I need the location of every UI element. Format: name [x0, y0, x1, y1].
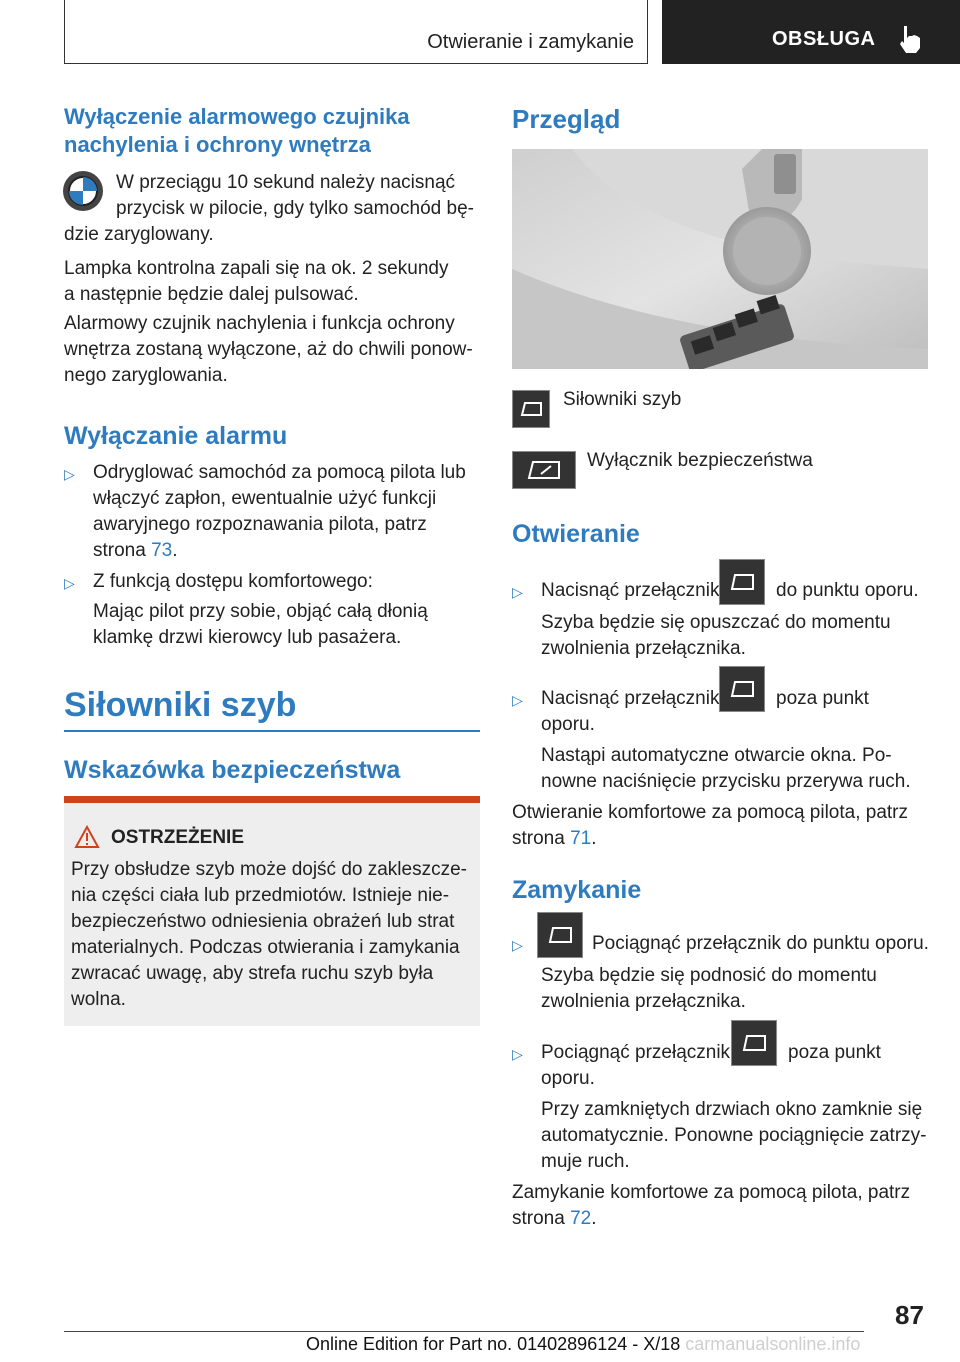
- c2-line1b: poza punkt: [788, 1042, 881, 1063]
- p1-line2: przycisk w pilocie, gdy tylko samochód bę-: [116, 198, 474, 219]
- legend-window-switch: Siłowniki szyb: [563, 389, 682, 410]
- c2-line5: muje ruch.: [541, 1151, 630, 1172]
- p1-line1: W przeciągu 10 sekund należy nacisnąć: [116, 172, 456, 193]
- bullet-triangle-icon: ▷: [64, 575, 75, 591]
- p1-line3: dzie zaryglowany.: [64, 224, 214, 245]
- b2-line2: Mając pilot przy sobie, objąć całą dłonią: [93, 601, 428, 622]
- heading-alarm-sensor: [64, 103, 484, 159]
- p3-line3: nego zaryglowania.: [64, 365, 228, 386]
- c3-strona: strona: [512, 1208, 565, 1229]
- page-link-71[interactable]: 71: [570, 828, 592, 849]
- b1-line1: Odryglować samochód za pomocą pilota lub: [93, 462, 466, 483]
- o3-line2: strona 71.: [512, 828, 597, 849]
- warning-title: OSTRZEŻENIE: [111, 827, 245, 848]
- o1-line2: Szyba będzie się opuszczać do momentu: [541, 612, 891, 633]
- heading-underline: [64, 730, 480, 732]
- o3-strona: strona: [512, 828, 565, 849]
- bullet-triangle-icon: ▷: [512, 1046, 523, 1062]
- c2-line2: oporu.: [541, 1068, 595, 1089]
- c3-line2: strona 72.: [512, 1208, 597, 1229]
- heading-alarm-sensor-text: Wyłączenie alarmowego czujnika nachylenia i ochrony wnętrza: [64, 104, 410, 157]
- b1-strona: strona: [93, 540, 146, 561]
- warning-line4: materialnych. Podczas otwierania i zamykania: [71, 937, 460, 958]
- c1-line1: Pociągnąć przełącznik do punktu oporu.: [592, 933, 929, 954]
- window-switch-icon: [719, 666, 765, 712]
- o3-line1: Otwieranie komfortowe za pomocą pilota, patrz: [512, 802, 909, 823]
- heading-safety: Wskazówka bezpieczeństwa: [64, 756, 401, 784]
- bmw-key-icon: [62, 170, 104, 212]
- p2-line2: a następnie będzie dalej pulsować.: [64, 284, 359, 305]
- bullet-triangle-icon: ▷: [64, 466, 75, 482]
- warning-line6: wolna.: [71, 989, 126, 1010]
- o2-line2: oporu.: [541, 714, 595, 735]
- c2-line4: automatycznie. Ponowne pociągnięcie zatrzy-: [541, 1125, 927, 1146]
- warning-triangle-icon: [74, 825, 100, 849]
- o1-line1b: do punktu oporu.: [776, 580, 919, 601]
- b1-line3: awaryjnego rozpoznawania pilota, patrz: [93, 514, 427, 535]
- bullet-triangle-icon: ▷: [512, 584, 523, 600]
- o2-line4: nowne naciśnięcie przycisku przerywa ruch.: [541, 771, 911, 792]
- chapter-tab[interactable]: [662, 0, 960, 64]
- safety-switch-icon: [512, 451, 576, 489]
- window-switch-icon: [512, 390, 550, 428]
- c2-line1a: Pociągnąć przełącznik: [541, 1042, 731, 1063]
- window-switch-icon: [719, 559, 765, 605]
- heading-closing: Zamykanie: [512, 876, 642, 904]
- warning-line1: Przy obsłudze szyb może dojść do zakleszcze-: [71, 859, 467, 880]
- p2-line1: Lampka kontrolna zapali się na ok. 2 sekundy: [64, 258, 449, 279]
- legend-safety-switch: Wyłącznik bezpieczeństwa: [587, 450, 813, 471]
- p3-line1: Alarmowy czujnik nachylenia i funkcja ochrony: [64, 313, 455, 334]
- window-switch-icon: [731, 1020, 777, 1066]
- footer-watermark: carmanualsonline.info: [685, 1334, 861, 1354]
- o2-line1a: Nacisnąć przełącznik: [541, 688, 720, 709]
- o1-line3: zwolnienia przełącznika.: [541, 638, 746, 659]
- c2-line3: Przy zamkniętych drzwiach okno zamknie się: [541, 1099, 923, 1120]
- page-link-73[interactable]: 73: [151, 540, 173, 561]
- warning-line5: zwracać uwagę, aby strefa ruchu szyb była: [71, 963, 434, 984]
- c1-line3: zwolnienia przełącznika.: [541, 991, 746, 1012]
- o2-line3: Nastąpi automatyczne otwarcie okna. Po-: [541, 745, 892, 766]
- o2-line1b: poza punkt: [776, 688, 869, 709]
- section-title: Otwieranie i zamykanie: [427, 31, 634, 53]
- warning-line3: bezpieczeństwo odniesienia obrażeń lub strat: [71, 911, 455, 932]
- page-number: 87: [895, 1300, 924, 1330]
- c3-line1: Zamykanie komfortowe za pomocą pilota, patrz: [512, 1182, 911, 1203]
- heading-windows: Siłowniki szyb: [64, 686, 297, 724]
- heading-opening: Otwieranie: [512, 520, 640, 548]
- heading-alarm-off: Wyłączanie alarmu: [64, 422, 288, 450]
- pointing-hand-icon: [896, 24, 924, 54]
- chapter-tab-label: OBSŁUGA: [772, 28, 876, 50]
- footer-edition: Online Edition for Part no. 01402896124 - X/18: [306, 1334, 681, 1354]
- b2-line1: Z funkcją dostępu komfortowego:: [93, 571, 373, 592]
- b2-line3: klamkę drzwi kierowcy lub pasażera.: [93, 627, 402, 648]
- b1-line4: strona 73.: [93, 540, 178, 561]
- c1-line2: Szyba będzie się podnosić do momentu: [541, 965, 877, 986]
- footer-text: [64, 1334, 927, 1355]
- heading-overview: Przegląd: [512, 104, 621, 134]
- footer-divider: [64, 1331, 864, 1332]
- page-link-72[interactable]: 72: [570, 1208, 592, 1229]
- warning-box: [64, 796, 480, 1026]
- window-switch-icon: [537, 912, 583, 958]
- warning-line2: nia części ciała lub przedmiotów. Istnieje nie-: [71, 885, 450, 906]
- p3-line2: wnętrza zostaną wyłączone, aż do chwili ponow-: [64, 339, 473, 360]
- b1-line2: włączyć zapłon, ewentualnie użyć funkcji: [93, 488, 437, 509]
- bullet-triangle-icon: ▷: [512, 692, 523, 708]
- bullet-triangle-icon: ▷: [512, 937, 523, 953]
- o1-line1a: Nacisnąć przełącznik: [541, 580, 720, 601]
- door-panel-illustration: [512, 149, 928, 369]
